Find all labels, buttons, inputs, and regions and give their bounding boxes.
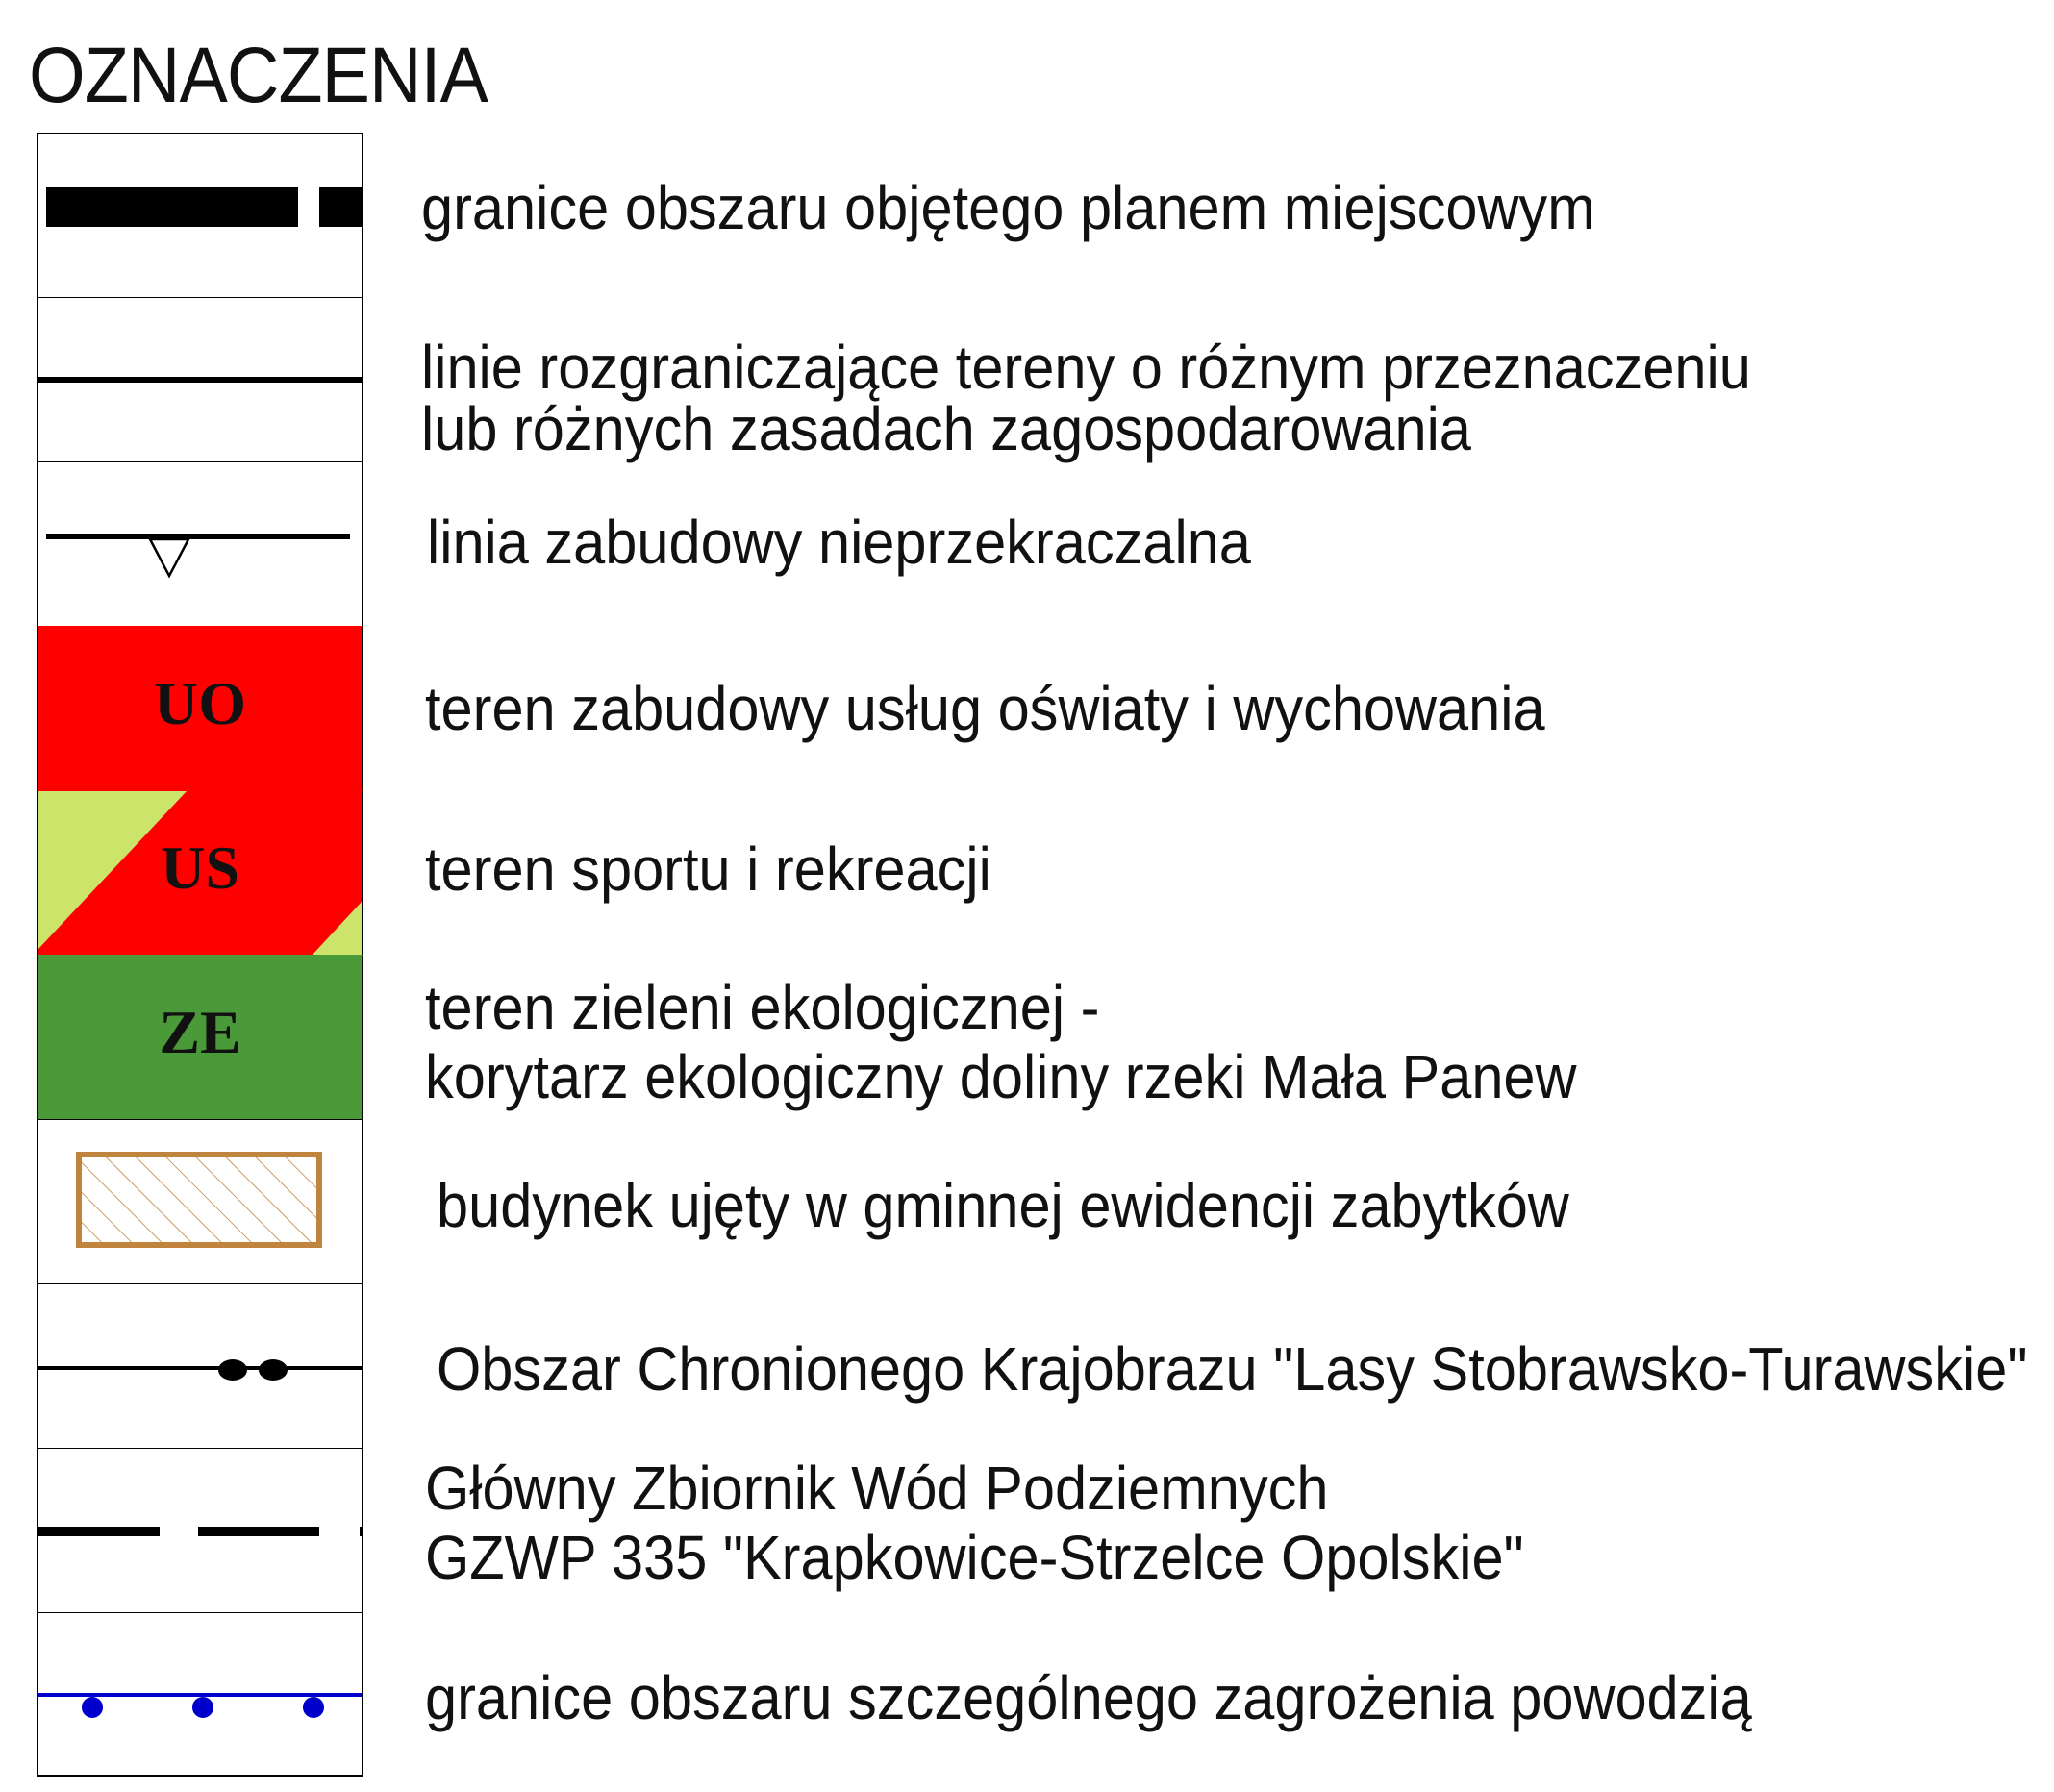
legend-label-groundwater bbox=[425, 1454, 1524, 1592]
legend-label-monument bbox=[437, 1171, 1569, 1240]
building-line-triangle-icon bbox=[38, 462, 363, 626]
legend-label-line: Obszar Chronionego Krajobrazu "Lasy Stobrawsko-Turawskie" bbox=[437, 1334, 2028, 1404]
legend-label-line: budynek ujęty w gminnej ewidencji zabytków bbox=[437, 1171, 1569, 1240]
legend-symbol-column bbox=[37, 133, 367, 1782]
legend-label-building-line bbox=[427, 508, 1251, 577]
legend-label-line: teren zieleni ekologicznej - bbox=[425, 973, 1100, 1042]
legend-symbol-protected-landscape bbox=[37, 1283, 363, 1448]
legend-label-line: linia zabudowy nieprzekraczalna bbox=[427, 508, 1251, 577]
legend-symbol-monument bbox=[37, 1119, 363, 1283]
legend-symbol-dividing-line bbox=[37, 297, 363, 461]
legend-label-plan-boundary bbox=[421, 173, 1595, 242]
legend-label-dividing-line bbox=[421, 333, 1751, 463]
legend-label-flood-boundary bbox=[425, 1663, 1752, 1732]
legend-code-ze: ZE bbox=[159, 998, 241, 1066]
thin-solid-line-icon bbox=[38, 298, 363, 461]
line-double-dots-icon bbox=[38, 1284, 363, 1448]
legend-symbol-building-line bbox=[37, 461, 363, 626]
legend-label-us bbox=[425, 834, 991, 904]
legend-symbol-flood-boundary bbox=[37, 1612, 363, 1777]
legend-label-line: linie rozgraniczające tereny o różnym przeznaczeniu bbox=[421, 333, 1751, 402]
blue-line-dots-icon bbox=[38, 1613, 363, 1777]
legend-label-line: teren sportu i rekreacji bbox=[425, 834, 991, 904]
legend-label-line: granice obszaru szczególnego zagrożenia powodzią bbox=[425, 1663, 1752, 1732]
legend-symbol-groundwater bbox=[37, 1448, 363, 1612]
legend-label-ze bbox=[425, 973, 1577, 1111]
legend-symbol-us bbox=[37, 790, 363, 955]
legend-label-uo bbox=[425, 674, 1545, 743]
legend-label-line: GZWP 335 "Krapkowice-Strzelce Opolskie" bbox=[425, 1523, 1524, 1592]
legend-label-line: Główny Zbiornik Wód Podziemnych bbox=[425, 1454, 1329, 1523]
legend-label-line: lub różnych zasadach zagospodarowania bbox=[421, 394, 1471, 463]
legend-symbol-uo bbox=[37, 626, 363, 790]
legend-symbol-plan-boundary bbox=[37, 133, 363, 297]
legend-label-line: granice obszaru objętego planem miejscowym bbox=[421, 173, 1595, 242]
legend-label-protected-landscape bbox=[437, 1334, 2028, 1404]
long-dashed-line-icon bbox=[38, 1449, 363, 1612]
legend-code-uo: UO bbox=[154, 669, 246, 737]
legend-label-line: korytarz ekologiczny doliny rzeki Mała Panew bbox=[425, 1042, 1577, 1111]
legend-title: OZNACZENIA bbox=[29, 32, 488, 119]
legend-label-line: teren zabudowy usług oświaty i wychowania bbox=[425, 674, 1545, 743]
legend-code-us: US bbox=[161, 834, 239, 902]
legend-symbol-ze bbox=[37, 955, 363, 1119]
hatched-rectangle-icon bbox=[38, 1120, 363, 1283]
thick-dashed-line-icon bbox=[38, 134, 363, 297]
